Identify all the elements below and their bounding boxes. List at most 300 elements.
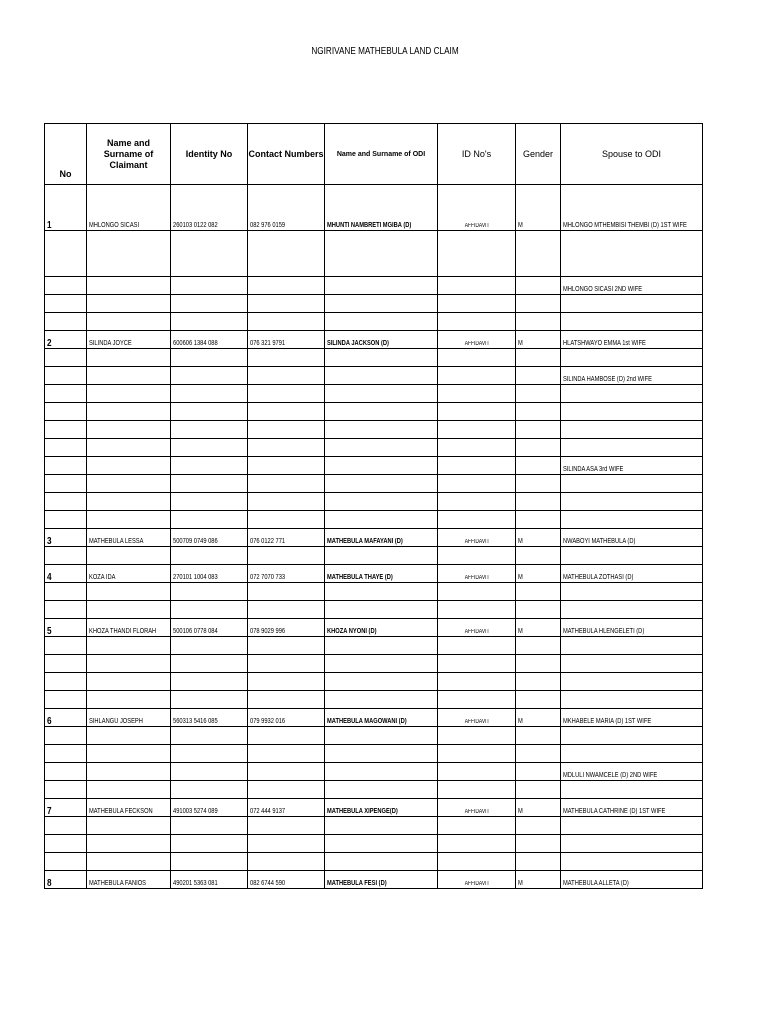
cell-gender: [516, 619, 561, 637]
table-row: [45, 439, 703, 457]
cell-no: [45, 709, 87, 727]
cell-identity-no: [171, 295, 248, 313]
cell-identity-no: [171, 745, 248, 763]
cell-no-text: 6: [47, 716, 52, 727]
cell-gender: [516, 745, 561, 763]
cell-identity-no: [171, 835, 248, 853]
cell-no: [45, 691, 87, 709]
cell-identity-no: [171, 817, 248, 835]
cell-gender-text: M: [518, 222, 523, 229]
cell-id-no: [438, 313, 516, 331]
cell-identity-no: [171, 185, 248, 231]
cell-claimant: [87, 691, 171, 709]
cell-odi-name: [325, 403, 438, 421]
cell-gender: [516, 763, 561, 781]
cell-contact-number: [248, 185, 325, 231]
cell-gender: [516, 655, 561, 673]
cell-no: [45, 529, 87, 547]
cell-claimant: [87, 403, 171, 421]
cell-no-text: 3: [47, 536, 52, 547]
cell-contact-number-text: 078 9029 996: [250, 628, 286, 635]
cell-claimant: [87, 799, 171, 817]
cell-claimant: [87, 601, 171, 619]
cell-no: [45, 871, 87, 889]
cell-identity-no: [171, 313, 248, 331]
cell-id-no: [438, 349, 516, 367]
cell-odi-name: [325, 691, 438, 709]
cell-odi-name: [325, 709, 438, 727]
cell-id-no-text: AFFIDAVIT: [465, 881, 490, 887]
cell-identity-no: [171, 457, 248, 475]
cell-spouse-to-odi-text: MATHEBULA HLENGELETI (D): [563, 628, 645, 635]
cell-claimant-text: SIHLANGU JOSEPH: [89, 718, 143, 725]
header-identity-no: Identity No: [171, 124, 248, 185]
cell-contact-number: [248, 871, 325, 889]
cell-no: [45, 817, 87, 835]
cell-gender: [516, 331, 561, 349]
cell-claimant: [87, 673, 171, 691]
cell-id-no: [438, 853, 516, 871]
table-row: [45, 835, 703, 853]
cell-contact-number: [248, 493, 325, 511]
cell-id-no: [438, 511, 516, 529]
cell-contact-number: [248, 745, 325, 763]
table-row: [45, 385, 703, 403]
cell-spouse-to-odi: [561, 231, 703, 277]
cell-gender: [516, 185, 561, 231]
cell-gender: [516, 529, 561, 547]
cell-id-no: [438, 673, 516, 691]
cell-contact-number: [248, 637, 325, 655]
cell-odi-name: [325, 781, 438, 799]
cell-spouse-to-odi-text: MATHEBULA ZOTHASI (D): [563, 574, 634, 581]
table-row: [45, 727, 703, 745]
cell-spouse-to-odi: [561, 817, 703, 835]
cell-identity-no-text: 500709 0749 086: [173, 538, 218, 545]
cell-gender: [516, 439, 561, 457]
cell-odi-name: [325, 385, 438, 403]
cell-gender: [516, 799, 561, 817]
cell-spouse-to-odi: [561, 799, 703, 817]
cell-gender: [516, 403, 561, 421]
cell-spouse-to-odi: [561, 439, 703, 457]
cell-claimant-text: MATHEBULA FANIOS: [89, 880, 146, 887]
cell-no: [45, 853, 87, 871]
cell-contact-number-text: 076 0122 771: [250, 538, 286, 545]
cell-gender-text: M: [518, 880, 523, 887]
cell-identity-no-text: 600606 1384 088: [173, 340, 218, 347]
cell-odi-name: [325, 619, 438, 637]
cell-no: [45, 781, 87, 799]
cell-id-no: [438, 583, 516, 601]
cell-identity-no: [171, 565, 248, 583]
cell-odi-name-text: MATHEBULA XIPENGE(D): [327, 808, 398, 815]
cell-odi-name: [325, 231, 438, 277]
table-row: [45, 511, 703, 529]
cell-id-no: [438, 231, 516, 277]
cell-spouse-to-odi: [561, 331, 703, 349]
cell-identity-no: [171, 583, 248, 601]
cell-no: [45, 673, 87, 691]
cell-claimant: [87, 727, 171, 745]
cell-odi-name: [325, 835, 438, 853]
cell-contact-number: [248, 403, 325, 421]
cell-identity-no-text: 560313 5416 085: [173, 718, 218, 725]
table-row: [45, 709, 703, 727]
table-row: [45, 637, 703, 655]
cell-spouse-to-odi: [561, 835, 703, 853]
table-row: [45, 403, 703, 421]
cell-odi-name: [325, 313, 438, 331]
cell-id-no: [438, 529, 516, 547]
cell-id-no-text: AFFIDAVIT: [465, 575, 490, 581]
cell-gender: [516, 781, 561, 799]
cell-spouse-to-odi-text: MKHABELE MARIA (D) 1ST WIFE: [563, 718, 652, 725]
cell-claimant: [87, 529, 171, 547]
cell-claimant: [87, 871, 171, 889]
cell-odi-name: [325, 493, 438, 511]
cell-identity-no: [171, 709, 248, 727]
cell-no-text: 2: [47, 338, 52, 349]
cell-identity-no: [171, 763, 248, 781]
table-row: [45, 277, 703, 295]
cell-claimant-text: KHOZA THANDI FLORAH: [89, 628, 157, 635]
cell-contact-number-text: 072 444 9137: [250, 808, 286, 815]
cell-gender: [516, 835, 561, 853]
cell-odi-name: [325, 655, 438, 673]
cell-contact-number: [248, 727, 325, 745]
cell-spouse-to-odi: [561, 385, 703, 403]
cell-no-text: 5: [47, 626, 52, 637]
cell-contact-number: [248, 655, 325, 673]
table-row: [45, 583, 703, 601]
cell-odi-name: [325, 439, 438, 457]
cell-gender: [516, 673, 561, 691]
cell-identity-no: [171, 277, 248, 295]
cell-claimant: [87, 781, 171, 799]
cell-spouse-to-odi: [561, 871, 703, 889]
cell-spouse-to-odi: [561, 547, 703, 565]
cell-odi-name: [325, 185, 438, 231]
cell-spouse-to-odi: [561, 637, 703, 655]
cell-contact-number-text: 076 321 9791: [250, 340, 286, 347]
cell-identity-no: [171, 493, 248, 511]
cell-gender-text: M: [518, 808, 523, 815]
cell-contact-number: [248, 511, 325, 529]
cell-spouse-to-odi: [561, 709, 703, 727]
cell-id-no: [438, 619, 516, 637]
cell-identity-no: [171, 673, 248, 691]
cell-no: [45, 457, 87, 475]
table-row: [45, 655, 703, 673]
cell-contact-number: [248, 367, 325, 385]
cell-spouse-to-odi: [561, 691, 703, 709]
cell-odi-name: [325, 853, 438, 871]
cell-no: [45, 565, 87, 583]
table-row: [45, 313, 703, 331]
cell-identity-no: [171, 421, 248, 439]
cell-id-no: [438, 763, 516, 781]
cell-identity-no: [171, 727, 248, 745]
cell-odi-name: [325, 601, 438, 619]
cell-odi-name: [325, 799, 438, 817]
cell-spouse-to-odi: [561, 781, 703, 799]
cell-no: [45, 403, 87, 421]
cell-claimant: [87, 655, 171, 673]
cell-odi-name: [325, 475, 438, 493]
cell-identity-no: [171, 655, 248, 673]
table-row: [45, 231, 703, 277]
cell-id-no-text: AFFIDAVIT: [465, 629, 490, 635]
cell-odi-name: [325, 673, 438, 691]
cell-no: [45, 601, 87, 619]
cell-gender: [516, 277, 561, 295]
cell-contact-number: [248, 565, 325, 583]
cell-no-text: 7: [47, 806, 52, 817]
cell-spouse-to-odi: [561, 655, 703, 673]
cell-identity-no-text: 270101 1004 083: [173, 574, 218, 581]
cell-no: [45, 385, 87, 403]
cell-contact-number-text: 082 6744 590: [250, 880, 286, 887]
cell-odi-name: [325, 745, 438, 763]
cell-odi-name-text: MATHEBULA FESI (D): [327, 880, 387, 887]
cell-no: [45, 655, 87, 673]
table-row: [45, 547, 703, 565]
cell-claimant: [87, 331, 171, 349]
cell-identity-no: [171, 871, 248, 889]
cell-odi-name-text: MATHEBULA MAFAYANI (D): [327, 538, 403, 545]
cell-id-no-text: AFFIDAVIT: [465, 223, 490, 229]
cell-gender: [516, 295, 561, 313]
table-row: [45, 295, 703, 313]
cell-contact-number: [248, 691, 325, 709]
cell-contact-number: [248, 295, 325, 313]
cell-gender: [516, 727, 561, 745]
cell-contact-number: [248, 799, 325, 817]
cell-odi-name: [325, 547, 438, 565]
table-row: [45, 799, 703, 817]
cell-spouse-to-odi-text: MDLULI NWAMCELE (D) 2ND WIFE: [563, 772, 658, 779]
cell-id-no: [438, 709, 516, 727]
table-row: [45, 619, 703, 637]
cell-odi-name: [325, 637, 438, 655]
cell-claimant: [87, 349, 171, 367]
cell-claimant: [87, 277, 171, 295]
cell-identity-no-text: 490201 5363 081: [173, 880, 218, 887]
cell-identity-no-text: 260103 0122 082: [173, 222, 218, 229]
cell-contact-number: [248, 547, 325, 565]
cell-no: [45, 313, 87, 331]
cell-contact-number: [248, 709, 325, 727]
cell-odi-name-text: MATHEBULA THAYE (D): [327, 574, 393, 581]
cell-gender-text: M: [518, 340, 523, 347]
cell-no: [45, 295, 87, 313]
cell-claimant: [87, 511, 171, 529]
cell-claimant-text: SILINDA JOYCE: [89, 340, 132, 347]
claimants-table: [44, 123, 703, 889]
cell-odi-name: [325, 367, 438, 385]
cell-id-no: [438, 385, 516, 403]
cell-claimant: [87, 231, 171, 277]
cell-identity-no: [171, 619, 248, 637]
cell-gender: [516, 511, 561, 529]
header-gender: Gender: [516, 124, 561, 185]
cell-gender: [516, 457, 561, 475]
cell-contact-number: [248, 331, 325, 349]
table-row: [45, 185, 703, 231]
cell-spouse-to-odi: [561, 295, 703, 313]
cell-claimant: [87, 547, 171, 565]
cell-contact-number: [248, 231, 325, 277]
cell-contact-number: [248, 457, 325, 475]
cell-gender: [516, 601, 561, 619]
cell-id-no: [438, 871, 516, 889]
cell-spouse-to-odi-text: MATHEBULA CATHRINE (D) 1ST WIFE: [563, 808, 666, 815]
table-row: [45, 493, 703, 511]
cell-gender: [516, 709, 561, 727]
cell-no: [45, 619, 87, 637]
table-row: [45, 781, 703, 799]
cell-gender: [516, 691, 561, 709]
cell-identity-no: [171, 231, 248, 277]
cell-no: [45, 231, 87, 277]
cell-claimant: [87, 619, 171, 637]
cell-gender: [516, 493, 561, 511]
cell-contact-number: [248, 421, 325, 439]
cell-spouse-to-odi: [561, 367, 703, 385]
cell-identity-no: [171, 547, 248, 565]
cell-no: [45, 745, 87, 763]
cell-contact-number: [248, 673, 325, 691]
cell-id-no: [438, 601, 516, 619]
cell-odi-name: [325, 511, 438, 529]
table-row: [45, 745, 703, 763]
cell-spouse-to-odi-text: NWABOYI MATHEBULA (D): [563, 538, 636, 545]
cell-no: [45, 185, 87, 231]
cell-id-no: [438, 421, 516, 439]
cell-contact-number: [248, 781, 325, 799]
cell-id-no: [438, 367, 516, 385]
cell-id-no-text: AFFIDAVIT: [465, 341, 490, 347]
cell-id-no: [438, 493, 516, 511]
table-row: [45, 691, 703, 709]
cell-id-no-text: AFFIDAVIT: [465, 809, 490, 815]
cell-id-no: [438, 637, 516, 655]
cell-contact-number-text: 082 976 0159: [250, 222, 286, 229]
cell-claimant: [87, 853, 171, 871]
cell-gender: [516, 313, 561, 331]
cell-spouse-to-odi: [561, 673, 703, 691]
cell-no-text: 4: [47, 572, 52, 583]
cell-identity-no: [171, 385, 248, 403]
cell-id-no: [438, 331, 516, 349]
cell-claimant: [87, 583, 171, 601]
cell-id-no: [438, 295, 516, 313]
cell-claimant: [87, 421, 171, 439]
table-row: [45, 475, 703, 493]
cell-gender: [516, 367, 561, 385]
cell-contact-number: [248, 835, 325, 853]
table-row: [45, 421, 703, 439]
cell-gender-text: M: [518, 574, 523, 581]
cell-identity-no-text: 500106 0778 084: [173, 628, 218, 635]
cell-claimant: [87, 493, 171, 511]
cell-id-no: [438, 277, 516, 295]
cell-odi-name-text: KHOZA NYONI (D): [327, 628, 377, 635]
cell-id-no: [438, 185, 516, 231]
cell-no: [45, 421, 87, 439]
cell-odi-name: [325, 277, 438, 295]
cell-identity-no: [171, 349, 248, 367]
header-contact-numbers: Contact Numbers: [248, 124, 325, 185]
cell-odi-name: [325, 565, 438, 583]
cell-identity-no: [171, 529, 248, 547]
table-row: [45, 529, 703, 547]
cell-contact-number: [248, 349, 325, 367]
cell-claimant: [87, 457, 171, 475]
cell-claimant: [87, 565, 171, 583]
cell-claimant: [87, 835, 171, 853]
cell-spouse-to-odi: [561, 727, 703, 745]
cell-odi-name: [325, 727, 438, 745]
cell-identity-no: [171, 475, 248, 493]
cell-contact-number: [248, 583, 325, 601]
cell-contact-number: [248, 385, 325, 403]
cell-contact-number: [248, 817, 325, 835]
cell-gender: [516, 475, 561, 493]
cell-id-no: [438, 781, 516, 799]
cell-claimant: [87, 295, 171, 313]
cell-spouse-to-odi: [561, 601, 703, 619]
cell-no-text: 1: [47, 220, 52, 231]
header-id-nos: ID No's: [438, 124, 516, 185]
cell-id-no: [438, 799, 516, 817]
cell-no: [45, 637, 87, 655]
cell-spouse-to-odi: [561, 511, 703, 529]
header-spouse-to-odi: Spouse to ODI: [561, 124, 703, 185]
cell-spouse-to-odi: [561, 583, 703, 601]
header-no: No: [45, 124, 87, 185]
cell-claimant-text: MATHEBULA LESSA: [89, 538, 144, 545]
cell-odi-name: [325, 331, 438, 349]
header-claimant: Name and Surname of Claimant: [87, 124, 171, 185]
cell-id-no: [438, 403, 516, 421]
cell-id-no: [438, 727, 516, 745]
table-row: [45, 331, 703, 349]
cell-identity-no: [171, 799, 248, 817]
cell-id-no: [438, 439, 516, 457]
cell-odi-name-text: MHUNTI NAMBRETI MGIBA (D): [327, 222, 412, 229]
cell-claimant: [87, 367, 171, 385]
table-row: [45, 673, 703, 691]
cell-spouse-to-odi: [561, 529, 703, 547]
cell-spouse-to-odi: [561, 619, 703, 637]
cell-spouse-to-odi-text: SILINDA ASA 3rd WIFE: [563, 466, 624, 473]
cell-gender: [516, 637, 561, 655]
cell-spouse-to-odi: [561, 457, 703, 475]
cell-gender: [516, 853, 561, 871]
table-header-row: [45, 124, 703, 185]
cell-identity-no: [171, 403, 248, 421]
cell-odi-name: [325, 529, 438, 547]
cell-no: [45, 493, 87, 511]
cell-spouse-to-odi: [561, 763, 703, 781]
cell-no: [45, 439, 87, 457]
cell-no: [45, 511, 87, 529]
cell-no: [45, 583, 87, 601]
cell-claimant-text: KOZA IDA: [89, 574, 116, 581]
cell-claimant: [87, 745, 171, 763]
